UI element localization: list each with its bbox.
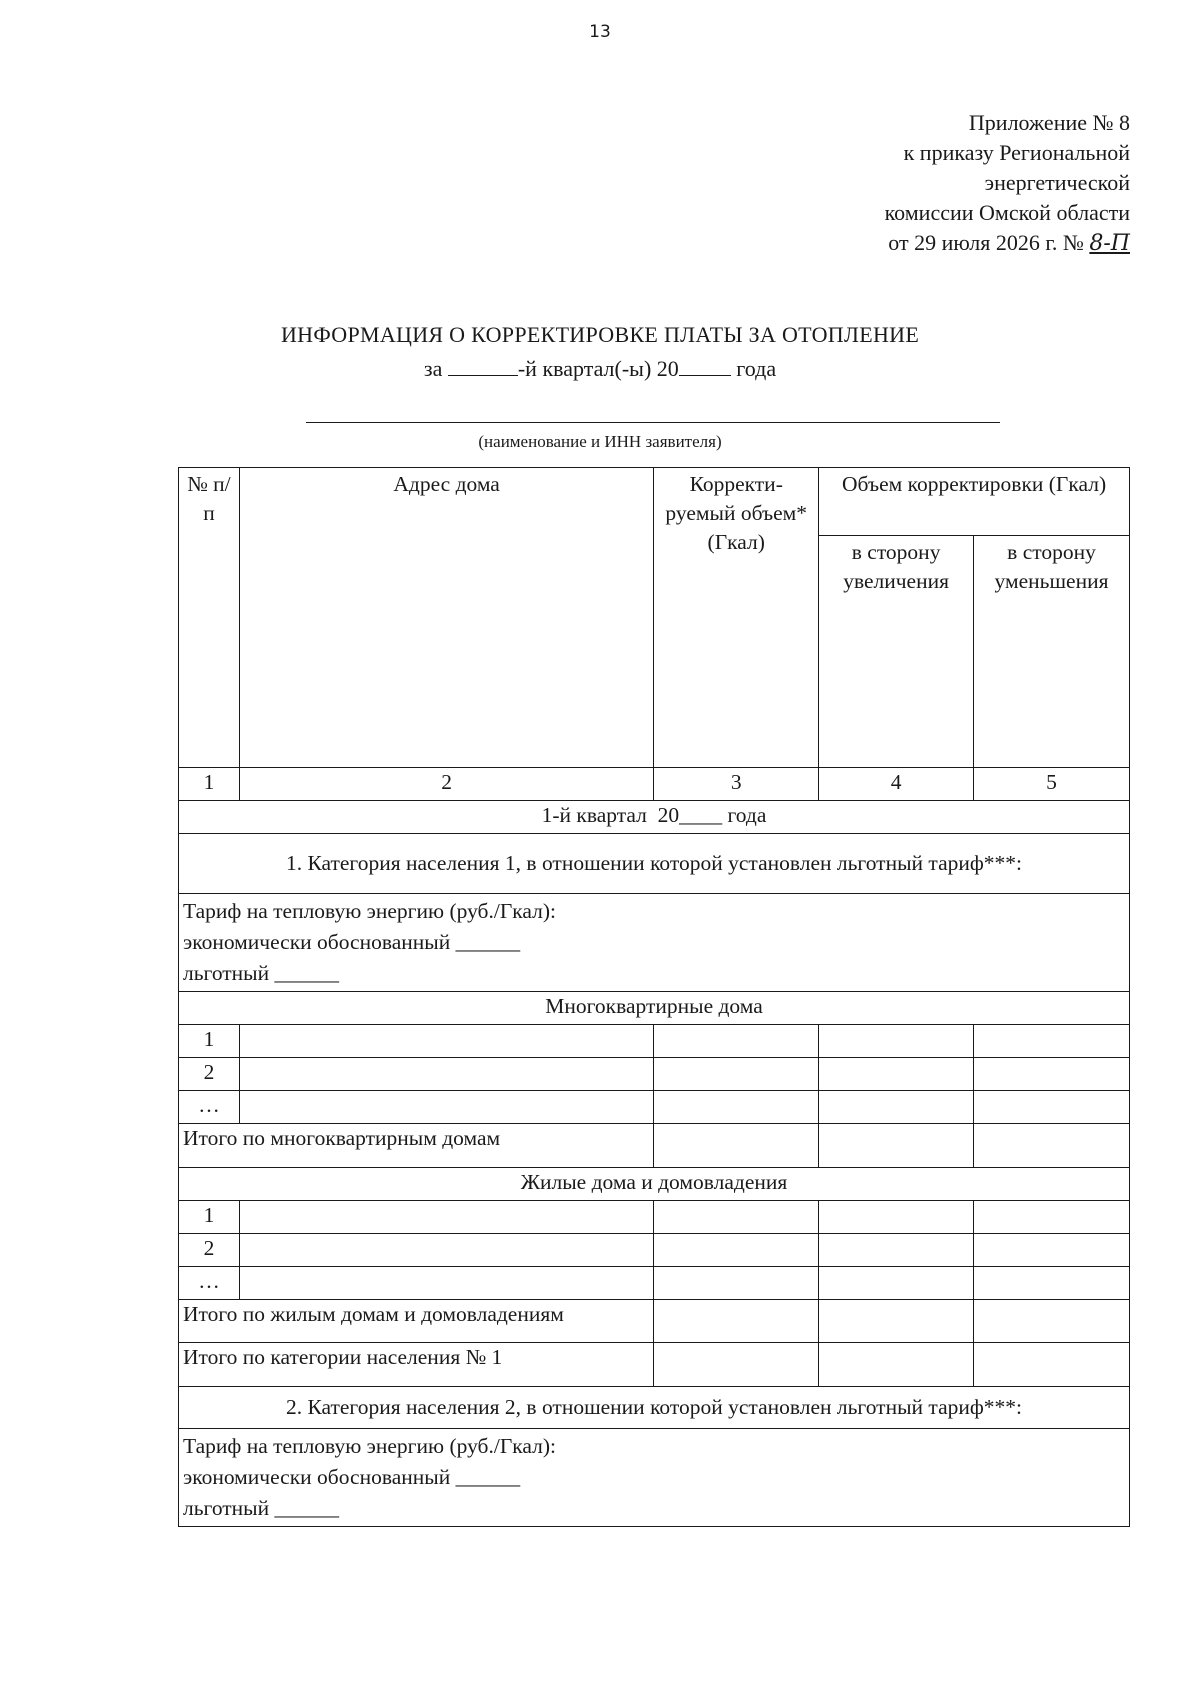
increase-cell[interactable] <box>819 1300 974 1343</box>
decrease-cell[interactable] <box>974 1300 1130 1343</box>
decrease-cell[interactable] <box>974 1343 1130 1387</box>
year-blank[interactable] <box>679 357 731 376</box>
subtitle-middle: -й квартал(-ы) 20 <box>517 356 679 381</box>
total-category-1-label: Итого по категории населения № 1 <box>179 1343 654 1387</box>
col-number: 1 <box>179 768 240 801</box>
applicant-field-line[interactable] <box>306 422 1000 423</box>
increase-cell[interactable] <box>819 1025 974 1058</box>
volume-cell[interactable] <box>654 1201 819 1234</box>
appendix-block <box>690 108 1130 259</box>
decrease-cell[interactable] <box>974 1058 1130 1091</box>
subtitle-prefix: за <box>423 356 443 381</box>
col-number: 5 <box>974 768 1130 801</box>
tariff-label: Тариф на тепловую энергию (руб./Гкал): <box>183 1434 556 1458</box>
table-row <box>179 1267 1130 1300</box>
row-number: 2 <box>179 1058 240 1091</box>
appendix-date: от 29 июля 2026 г. № <box>888 230 1084 255</box>
volume-cell[interactable] <box>654 1058 819 1091</box>
increase-cell[interactable] <box>819 1124 974 1168</box>
tariff-block-1 <box>179 894 1130 992</box>
document-title: ИНФОРМАЦИЯ О КОРРЕКТИРОВКЕ ПЛАТЫ ЗА ОТОПЛЕНИЕ <box>280 322 920 347</box>
volume-cell[interactable] <box>654 1267 819 1300</box>
table-row <box>179 1091 1130 1124</box>
col-number: 3 <box>654 768 819 801</box>
volume-cell[interactable] <box>654 1091 819 1124</box>
appendix-line-3: энергетической <box>984 170 1130 195</box>
row-number: 1 <box>179 1201 240 1234</box>
tariff-preferential: льготный ______ <box>183 1496 340 1520</box>
header-corrected-volume: Корректи-руемый объем* (Гкал) <box>654 468 819 768</box>
col-number: 2 <box>239 768 653 801</box>
houses-section-heading: Жилые дома и домовладения <box>179 1168 1130 1201</box>
subtitle-suffix: года <box>736 356 777 381</box>
address-cell[interactable] <box>239 1267 653 1300</box>
appendix-line-4: комиссии Омской области <box>884 200 1130 225</box>
total-mkd-label: Итого по многоквартирным домам <box>179 1124 654 1168</box>
category-1-heading: 1. Категория населения 1, в отношении которой установлен льготный тариф***: <box>179 834 1130 894</box>
header-correction-volume: Объем корректировки (Гкал) <box>819 468 1130 536</box>
table-row <box>179 1201 1130 1234</box>
volume-cell[interactable] <box>654 1025 819 1058</box>
col-number: 4 <box>819 768 974 801</box>
row-number: … <box>179 1267 240 1300</box>
table-row <box>179 1058 1130 1091</box>
row-number: … <box>179 1091 240 1124</box>
address-cell[interactable] <box>239 1201 653 1234</box>
volume-cell[interactable] <box>654 1343 819 1387</box>
mkd-section-heading: Многоквартирные дома <box>179 992 1130 1025</box>
address-cell[interactable] <box>239 1058 653 1091</box>
total-houses-label: Итого по жилым домам и домовладениям <box>179 1300 654 1343</box>
decrease-cell[interactable] <box>974 1201 1130 1234</box>
address-cell[interactable] <box>239 1091 653 1124</box>
tariff-preferential: льготный ______ <box>183 961 340 985</box>
total-row <box>179 1300 1130 1343</box>
address-cell[interactable] <box>239 1025 653 1058</box>
appendix-line-1: Приложение № 8 <box>968 110 1130 135</box>
volume-cell[interactable] <box>654 1234 819 1267</box>
applicant-caption: (наименование и ИНН заявителя) <box>478 432 722 451</box>
header-increase: в сторону увеличения <box>819 536 974 768</box>
column-numbers-row <box>179 768 1130 801</box>
appendix-line-5 <box>690 228 1130 259</box>
total-row <box>179 1343 1130 1387</box>
total-row <box>179 1124 1130 1168</box>
volume-cell[interactable] <box>654 1300 819 1343</box>
table-row <box>179 1234 1130 1267</box>
increase-cell[interactable] <box>819 1234 974 1267</box>
category-2-heading: 2. Категория населения 2, в отношении которой установлен льготный тариф***: <box>179 1387 1130 1429</box>
decrease-cell[interactable] <box>974 1091 1130 1124</box>
header-address: Адрес дома <box>239 468 653 768</box>
volume-cell[interactable] <box>654 1124 819 1168</box>
increase-cell[interactable] <box>819 1267 974 1300</box>
decrease-cell[interactable] <box>974 1025 1130 1058</box>
header-decrease: в сторону уменьшения <box>974 536 1130 768</box>
decrease-cell[interactable] <box>974 1267 1130 1300</box>
tariff-economic: экономически обоснованный ______ <box>183 930 521 954</box>
page-number: 13 <box>589 22 611 42</box>
address-cell[interactable] <box>239 1234 653 1267</box>
tariff-block-2 <box>179 1429 1130 1527</box>
row-number: 1 <box>179 1025 240 1058</box>
increase-cell[interactable] <box>819 1343 974 1387</box>
order-number: 8-П <box>1089 231 1130 256</box>
quarter-blank[interactable] <box>448 357 518 376</box>
row-number: 2 <box>179 1234 240 1267</box>
document-subtitle <box>0 356 1200 382</box>
correction-table <box>178 467 1130 1527</box>
tariff-label: Тариф на тепловую энергию (руб./Гкал): <box>183 899 556 923</box>
increase-cell[interactable] <box>819 1058 974 1091</box>
decrease-cell[interactable] <box>974 1234 1130 1267</box>
increase-cell[interactable] <box>819 1201 974 1234</box>
tariff-economic: экономически обоснованный ______ <box>183 1465 521 1489</box>
header-num: № п/п <box>179 468 240 768</box>
decrease-cell[interactable] <box>974 1124 1130 1168</box>
table-row <box>179 1025 1130 1058</box>
quarter-row: 1-й квартал 20____ года <box>179 801 1130 834</box>
increase-cell[interactable] <box>819 1091 974 1124</box>
appendix-line-2: к приказу Региональной <box>903 140 1130 165</box>
